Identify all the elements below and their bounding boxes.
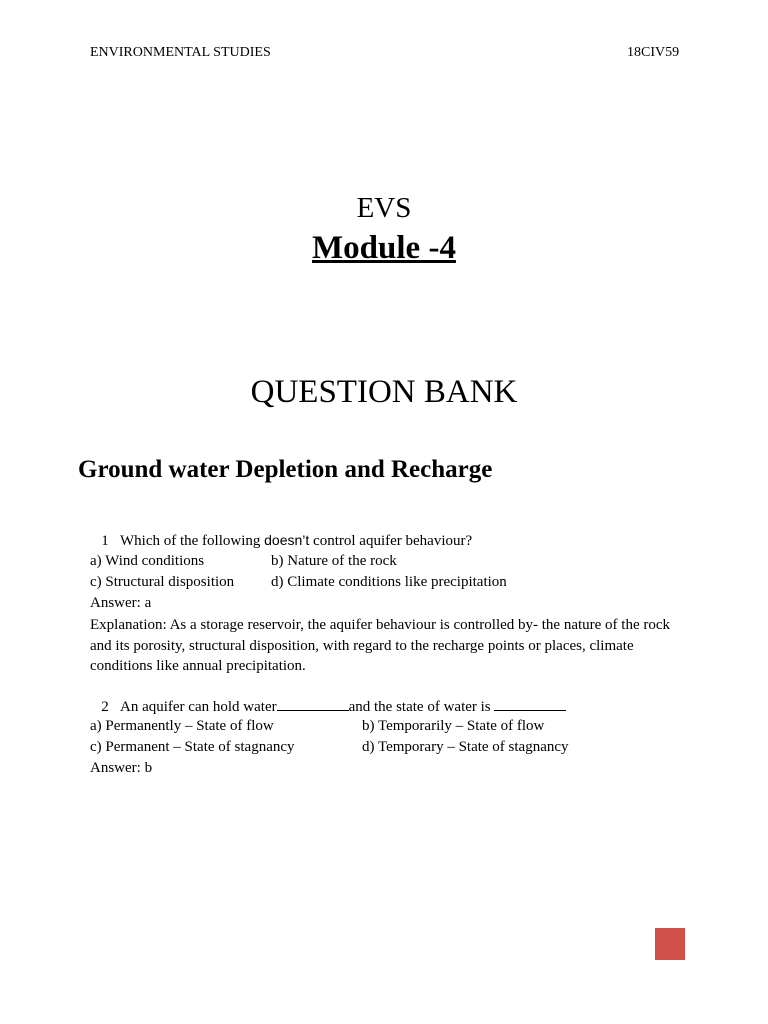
answer: Answer: b	[90, 760, 153, 776]
question-text-part: and the state of water is	[348, 699, 495, 715]
options-row	[90, 553, 690, 570]
question-2	[90, 697, 566, 716]
header-course-title: ENVIRONMENTAL STUDIES	[90, 45, 271, 60]
option-a: a) Wind conditions	[90, 553, 205, 569]
question-1	[90, 532, 472, 550]
answer-blank	[277, 697, 349, 711]
title-module: Module -4	[312, 230, 456, 266]
title-evs: EVS	[356, 192, 412, 224]
question-number: 2	[101, 699, 109, 715]
options-row	[90, 739, 690, 756]
option-c: c) Structural disposition	[90, 574, 235, 590]
option-b: b) Nature of the rock	[271, 553, 397, 569]
header-course-code: 18CIV59	[627, 45, 680, 60]
page-marker	[655, 928, 685, 960]
answer-blank	[494, 697, 566, 711]
question-text-part: doesn’t	[264, 532, 310, 548]
question-text-part: Which of the following	[120, 533, 265, 549]
option-c: c) Permanent – State of stagnancy	[90, 739, 295, 755]
options-row	[90, 574, 690, 591]
option-d: d) Climate conditions like precipitation	[271, 574, 507, 590]
question-number: 1	[101, 533, 109, 549]
answer: Answer: a	[90, 595, 152, 611]
explanation: Explanation: As a storage reservoir, the aquifer behaviour is controlled by- the nature of the rock and its porosity, structural disposition, with regard to the recharge points or places, climate conditions like annual precipitation.	[90, 617, 671, 674]
option-a: a) Permanently – State of flow	[90, 718, 274, 734]
option-b: b) Temporarily – State of flow	[362, 718, 545, 734]
section-heading: Ground water Depletion and Recharge	[78, 456, 493, 483]
question-text-part: An aquifer can hold water	[120, 699, 277, 715]
option-d: d) Temporary – State of stagnancy	[362, 739, 569, 755]
title-question-bank: QUESTION BANK	[250, 374, 518, 410]
options-row	[90, 718, 690, 735]
question-text-part: control aquifer behaviour?	[309, 533, 473, 549]
